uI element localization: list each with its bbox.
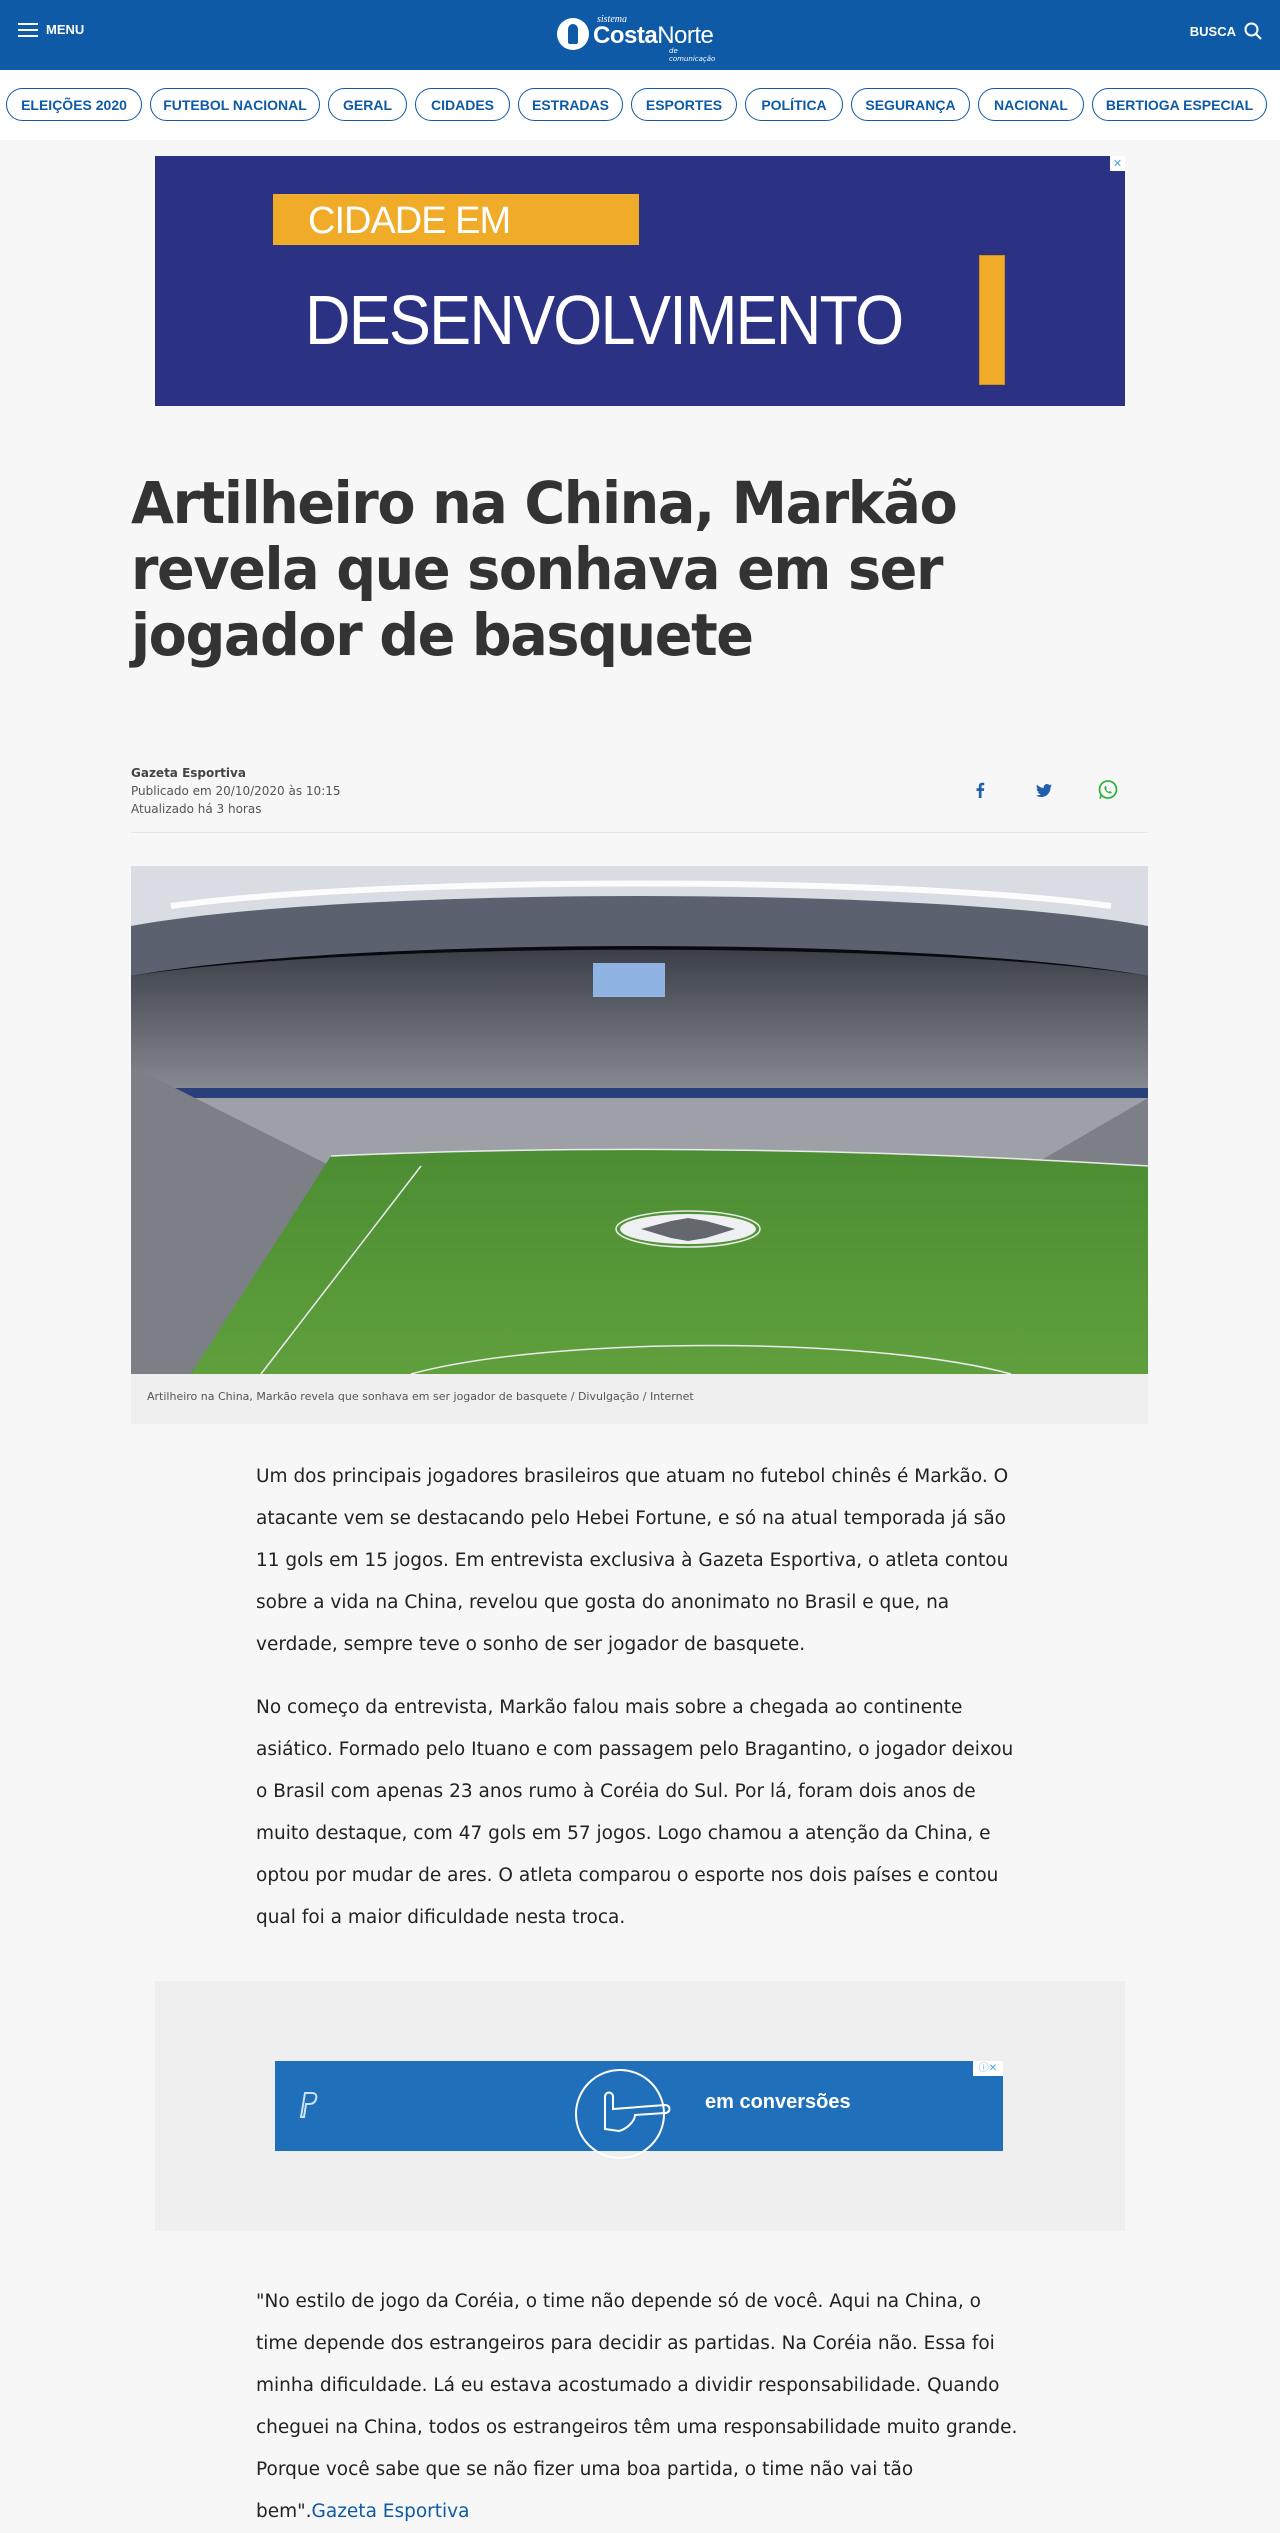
article-paragraph-1: Um dos principais jogadores brasileiros que atuam no futebol chinês é Markão. O atacante vem se destacando pelo Hebei Fortune, e só na atual temporada já são 11 gols em 15 jogos. Em entrevista exclusiva à Gazeta Esportiva, o atleta contou sobre a vida na China, revelou que gosta do anonimato no Brasil e que, na verdade, sempre teve o sonho de ser jogador de basquete. (256, 1466, 1009, 1655)
category-pill-estradas[interactable]: ESTRADAS (518, 88, 623, 121)
category-pill-cidades[interactable]: CIDADES (415, 88, 510, 121)
quote-source-link[interactable]: Gazeta Esportiva (311, 2501, 470, 2522)
article-title: Artilheiro na China, Markão revela que sonhava em ser jogador de basquete (131, 469, 957, 669)
photo-caption: Artilheiro na China, Markão revela que sonhava em ser jogador de basquete / Divulgação / Internet (131, 1374, 1148, 1424)
article-meta (131, 764, 341, 818)
category-pill-eleicoes[interactable]: ELEIÇÕES 2020 (6, 88, 142, 121)
ad-label-box (273, 194, 639, 245)
quote-text: "No estilo de jogo da Coréia, o time não depende só de você. Aqui na China, o time depende dos estrangeiros para decidir as partidas. Na Coréia não. Essa foi minha dificuldade. Lá eu estava acostumado a dividir responsabilidade. Quando cheguei na China, todos os estrangeiros têm uma responsabilidade muito grande. Porque você sabe que se não fizer uma boa partida, o time não vai tão bem". (256, 2291, 1018, 2522)
ad-close-icon[interactable]: ⓘ✕ (973, 2061, 1003, 2076)
category-nav (0, 70, 1280, 140)
article-photo-stadium[interactable] (131, 866, 1148, 1374)
logo-wordmark: CostaNorte (593, 22, 714, 49)
updated-date: Atualizado há 3 horas (131, 802, 262, 816)
category-pill-futebol-nacional[interactable]: FUTEBOL NACIONAL (150, 88, 320, 121)
ad-close-icon[interactable]: ✕ (1110, 156, 1125, 171)
top-header (0, 0, 1280, 70)
logo-small-text: sistema (597, 14, 627, 25)
category-pill-esportes[interactable]: ESPORTES (631, 88, 737, 121)
search-button[interactable] (1190, 22, 1262, 40)
mid-article-ad-slot (155, 1981, 1125, 2231)
category-pill-bertioga-especial[interactable]: BERTIOGA ESPECIAL (1092, 88, 1267, 121)
article-paragraph-2: No começo da entrevista, Markão falou mais sobre a chegada ao continente asiático. Formado pelo Ituano e com passagem pelo Bragantino, o jogador deixou o Brasil com apenas 23 anos rumo à Coréia do Sul. Por lá, foram dois anos de muito destaque, com 47 gols em 57 jogos. Logo chamou a atenção da China, e optou por mudar de ares. O atleta comparou o esporte nos dois países e contou qual foi a maior dificuldade nesta troca. (256, 1697, 1014, 1928)
facebook-share-icon[interactable] (966, 776, 994, 804)
published-date: Publicado em 20/10/2020 às 10:15 (131, 784, 341, 798)
search-icon (1244, 22, 1262, 40)
hamburger-icon (18, 23, 38, 37)
category-pill-politica[interactable]: POLÍTICA (745, 88, 843, 121)
ad-mid-text: em conversões (705, 2091, 851, 2113)
category-pill-geral[interactable]: GERAL (328, 88, 407, 121)
meta-divider (131, 832, 1148, 833)
search-label: BUSCA (1189, 23, 1236, 39)
menu-label: MENU (46, 22, 85, 37)
category-pill-seguranca[interactable]: SEGURANÇA (851, 88, 970, 121)
article-quote (256, 2281, 1026, 2533)
ad-accent-bar (979, 255, 1005, 385)
logo-tagline: de comunicação (669, 47, 716, 63)
top-banner-ad[interactable] (155, 156, 1125, 406)
ad-line1: CIDADE EM (308, 200, 511, 242)
stadium-photo-illustration (131, 866, 1148, 1374)
article-author: Gazeta Esportiva (131, 766, 246, 780)
paypal-banner-ad[interactable] (275, 2061, 1003, 2151)
menu-button[interactable] (18, 22, 84, 37)
twitter-share-icon[interactable] (1030, 776, 1058, 804)
paypal-logo-icon (297, 2091, 319, 2119)
category-pill-nacional[interactable]: NACIONAL (978, 88, 1084, 121)
ad-line2: DESENVOLVIMENTO (305, 281, 903, 359)
whatsapp-share-icon[interactable] (1094, 776, 1122, 804)
pointing-hand-icon (575, 2069, 685, 2151)
logo-lighthouse-icon (557, 18, 589, 50)
site-logo[interactable] (557, 14, 723, 63)
